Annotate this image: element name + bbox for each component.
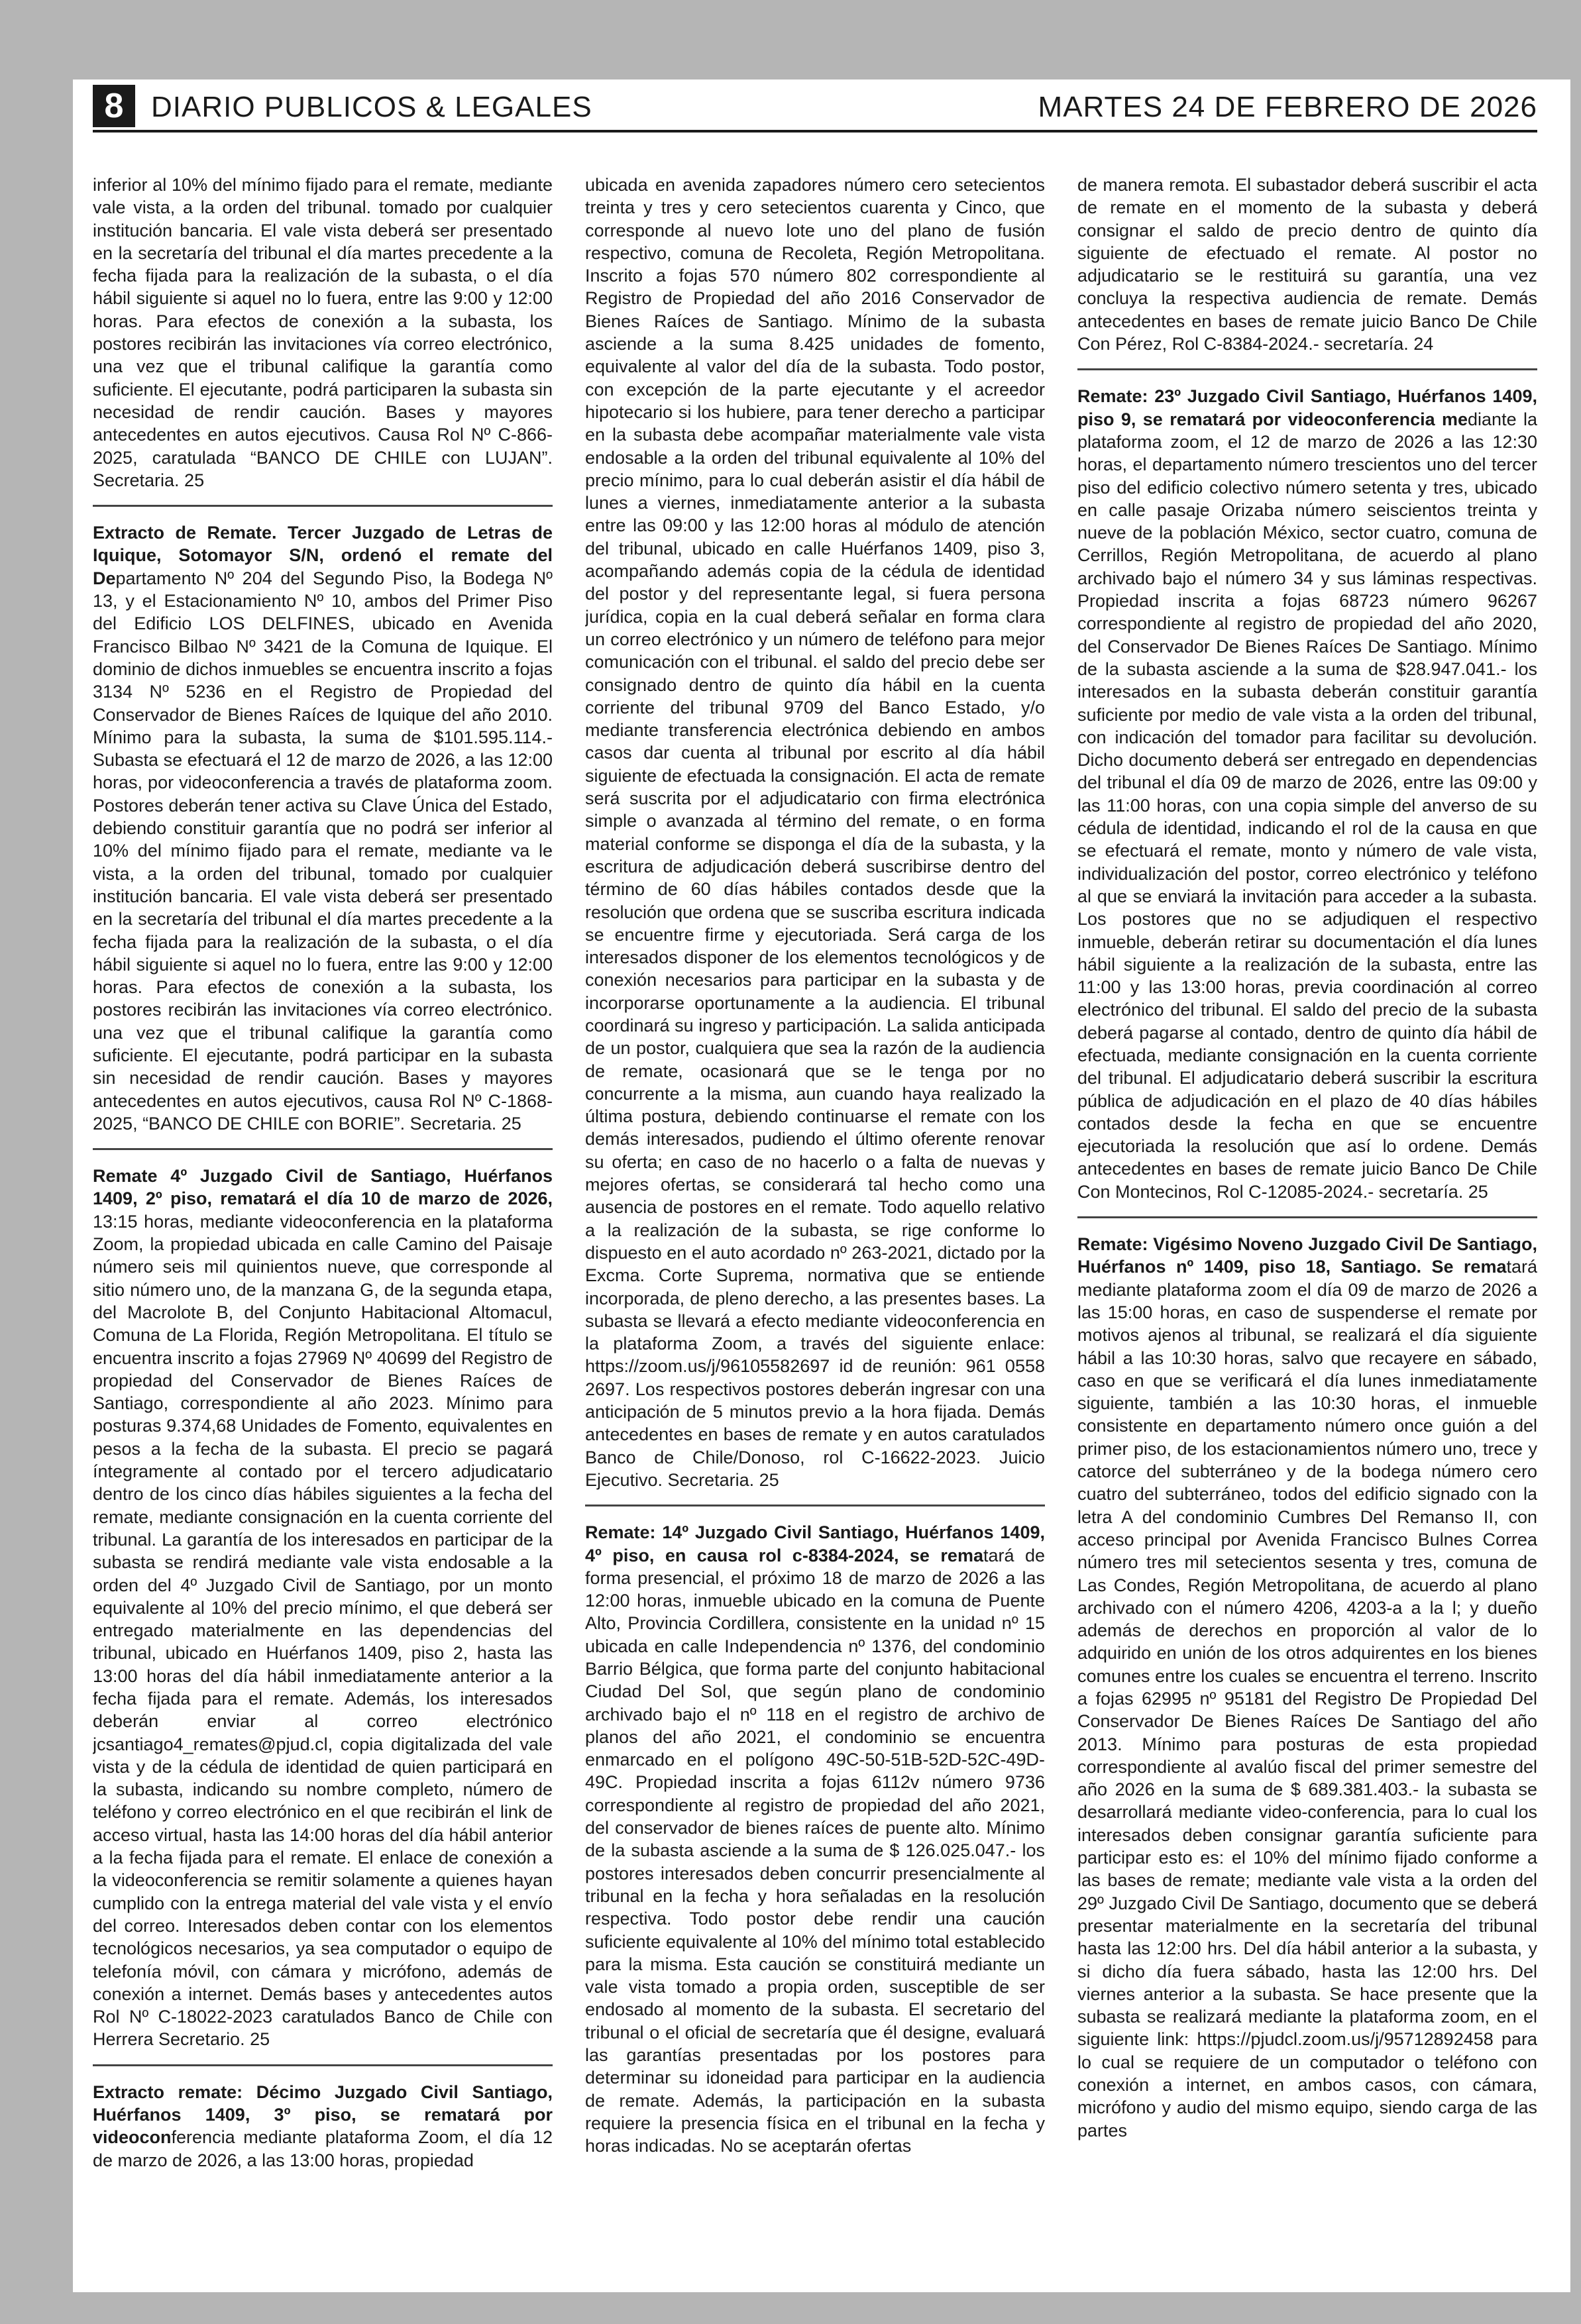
notice-heading: Extracto de Remate. Tercer Juzgado de Letras de Iquique, Sotomayor S/N, ordenó el remate del De [93, 523, 553, 588]
notice-body: diante la plataforma zoom, el 12 de marzo de 2026 a las 12:30 horas, el departamento número trescientos uno del tercer piso del edificio colectivo número setenta y tres, ubicado en calle pasaje Orizaba número seiscientos treinta y nueve de la población México, sector cuatro, comuna de Cerrillos, Región Metropolitana, de acuerdo al plano archivado bajo el número 34 y sus láminas respectivas. Propiedad inscrita a fojas 68723 número 96267 correspondiente al registro de propiedad del año 2020, del Conservador De Bienes Raíces De Santiago. Mínimo de la subasta asciende a la suma de $28.947.041.- los interesados en la subasta deberán constituir garantía suficiente por medio de vale vista a la orden del tribunal, con indicación del tomador para facilitar su devolución. Dicho documento deberá ser entregado en dependencias del tribunal el día 09 de marzo de 2026, entre las 09:00 y las 11:00 horas, con una copia simple del anverso de su cédula de identidad, indicando el rol de la causa en que se efectuará el remate, monto y número de vale vista, individualización del postor, correo electrónico y teléfono al que se enviará la invitación para acceder a la subasta. Los postores que no se adjudiquen el respectivo inmueble, deberán retirar su documentación el día lunes hábil siguiente a la realización de la subasta, entre las 11:00 y las 13:00 horas, previa coordinación al correo electrónico del tribunal. El saldo del precio de la subasta deberá pagarse al contado, dentro de quinto día hábil de efectuada, mediante consignación en la cuenta corriente del tribunal. El adjudicatario deberá suscribir la escritura pública de adjudicación en el plazo de 40 días hábiles contados desde la fecha en que se encuentre ejecutoriada la resolución que así lo ordene. Demás antecedentes en bases de remate juicio Banco De Chile Con Montecinos, Rol C-12085-2024.- secretaría. 25 [1077, 409, 1537, 1202]
notice-body: ferencia mediante plataforma Zoom, el día 12 de marzo de 2026, a las 13:00 horas, propiedad [93, 2127, 553, 2170]
legal-notices [93, 174, 1537, 2280]
notice-10-juzgado-continuation [585, 174, 1045, 1491]
notice-23-juzgado [1077, 385, 1537, 1203]
notice-heading: Remate: 14º Juzgado Civil Santiago, Huérfanos 1409, 4º piso, en causa rol c-8384-2024, se rema [585, 1522, 1045, 1565]
notice-14-juzgado-continuation [1077, 174, 1537, 355]
divider [1077, 1216, 1537, 1218]
notice-heading: Remate 4º Juzgado Civil de Santiago, Huérfanos 1409, 2º piso, rematará el día 10 de marzo de 2026, [93, 1166, 553, 1209]
notice-4-juzgado [93, 1165, 553, 2051]
column-3 [1077, 174, 1537, 2280]
notice-29-juzgado [1077, 1233, 1537, 2142]
issue-date: MARTES 24 DE FEBRERO DE 2026 [1038, 91, 1537, 123]
notice-body: tará mediante plataforma zoom el día 09 de marzo de 2026 a las 15:00 horas, en caso de suspenderse el remate por motivos ajenos al tribunal, se realizará el día siguiente hábil a las 10:30 horas, salvo que recayere en sábado, caso en que se verificará el día lunes inmediatamente siguiente, también a las 10:30 horas, el inmueble consistente en departamento número once guión a del primer piso, de los estacionamientos número uno, trece y catorce del subterráneo y de la bodega número cero cuatro del subterráneo, todos del edificio signado con la letra A del condominio Cumbres Del Remanso II, con acceso principal por Avenida Francisco Bulnes Correa número tres mil setecientos sesenta y tres, comuna de Las Condes, Región Metropolitana, de acuerdo al plano archivado con el número 4206, 4203-a a la l; y dueño además de derechos en proporción al valor de lo adquirido en unión de los otros adquirentes en los bienes comunes entre los cuales se encuentra el terreno. Inscrito a fojas 62995 nº 95181 del Registro De Propiedad Del Conservador De Bienes Raíces De Santiago del año 2013. Mínimo para posturas de esta propiedad correspondiente al avalúo fiscal del primer semestre del año 2026 en la suma de $ 689.381.403.- la subasta se desarrollará mediante video-conferencia, para lo cual los interesados deben consignar garantía suficiente para participar esto es: el 10% del mínimo fijado conforme a las bases de remate; mediante vale vista a la orden del 29º Juzgado Civil De Santiago, documento que se deberá presentar materialmente en la secretaría del tribunal hasta las 12:00 hrs. Del día hábil anterior a la subasta, y si dicho día fuera sábado, hasta las 12:00 hrs. Del viernes anterior a la subasta. Se hace presente que la subasta se realizará mediante la plataforma zoom, en el siguiente link: https://pjudcl.zoom.us/j/95712892458 para lo cual se requiere de un computador o teléfono con conexión a internet, en ambos casos, con cámara, micrófono y audio del mismo equipo, siendo carga de las partes [1077, 1257, 1537, 2140]
divider [93, 2064, 553, 2066]
notice-14-juzgado [585, 1521, 1045, 2157]
divider [93, 505, 553, 507]
notice-body: 13:15 horas, mediante videoconferencia en la plataforma Zoom, la propiedad ubicada en calle Camino del Paisaje número seis mil quinientos nueve, que corresponde al sitio número uno, de la manzana G, de la segunda etapa, del Macrolote B, del Conjunto Habitacional Altomacul, Comuna de La Florida, Región Metropolitana. El título se encuentra inscrito a fojas 27969 Nº 40699 del Registro de propiedad del Conservador de Bienes Raíces de Santiago, correspondiente al año 2023. Mínimo para posturas 9.374,68 Unidades de Fomento, equivalentes en pesos a la fecha de la subasta. El precio se pagará íntegramente al contado por el tercero adjudicatario dentro de los cinco días hábiles siguientes a la fecha del remate, mediante consignación en la cuenta corriente del tribunal. La garantía de los interesados en participar de la subasta se rendirá mediante vale vista endosable a la orden del 4º Juzgado Civil de Santiago, por un monto equivalente al 10% del precio mínimo, el que deberá ser entregado materialmente en las dependencias del tribunal, ubicado en Huérfanos 1409, piso 2, hasta las 13:00 horas del día hábil inmediatamente anterior a la fecha fijada para el remate. Además, los interesados deberán enviar al correo electrónico jcsantiago4_remates@pjud.cl, copia digitalizada del vale vista y de la cédula de identidad de quien participará en la subasta, indicando su nombre completo, número de teléfono y correo electrónico en el que recibirán el link de acceso virtual, hasta las 14:00 horas del día hábil anterior a la fecha fijada para el remate. El enlace de conexión a la videoconferencia se remitir solamente a quienes hayan cumplido con la entrega material del vale vista y el envío del correo. Interesados deben contar con los elementos tecnológicos necesarios, ya sea computador o equipo de telefonía móvil, con cámara y micrófono, además de conexión a internet. Demás bases y antecedentes autos Rol Nº C-18022-2023 caratulados Banco de Chile con Herrera Secretario. 25 [93, 1211, 553, 2050]
notice-continuation [93, 174, 553, 492]
notice-10-juzgado [93, 2081, 553, 2172]
divider [1077, 368, 1537, 370]
column-1 [93, 174, 553, 2280]
notice-body: de manera remota. El subastador deberá suscribir el acta de remate en el momento de la subasta y deberá consignar el saldo de precio dentro de quinto día siguiente de efectuado el remate. Al postor no adjudicatario se le restituirá su garantía, una vez concluya la respectiva audiencia de remate. Demás antecedentes en bases de remate juicio Banco De Chile Con Pérez, Rol C-8384-2024.- secretaría. 24 [1077, 175, 1537, 354]
page-header [93, 85, 1537, 132]
notice-body: inferior al 10% del mínimo fijado para el remate, mediante vale vista, a la orden del tribunal. tomado por cualquier institución bancaria. El vale vista deberá ser presentado en la secretaría del tribunal el día martes precedente a la fecha fijada para la realización de la subasta, o el día hábil siguiente si aquel no lo fuera, entre las 9:00 y 12:00 horas. Para efectos de conexión a la subasta, los postores recibirán las invitaciones vía correo electrónico, una vez que el tribunal califique la garantía como suficiente. El ejecutante, podrá participaren la subasta sin necesidad de rendir caución. Bases y mayores antecedentes en autos ejecutivos. Causa Rol Nº C-866-2025, caratulada “BANCO DE CHILE con LUJAN”. Secretaria. 25 [93, 175, 553, 490]
divider [93, 1148, 553, 1150]
notice-heading: Remate: 23º Juzgado Civil Santiago, Huérfanos 1409, piso 9, se rematará por videoconferencia me [1077, 386, 1537, 429]
notice-body: partamento Nº 204 del Segundo Piso, la Bodega Nº 13, y el Estacionamiento Nº 10, ambos del Primer Piso del Edificio LOS DELFINES, ubicado en Avenida Francisco Bilbao Nº 3421 de la Comuna de Iquique. El dominio de dichos inmuebles se encuentra inscrito a fojas 3134 Nº 5236 en el Registro de Propiedad del Conservador de Bienes Raíces de Iquique del año 2010. Mínimo para la subasta, la suma de $101.595.114.-Subasta se efectuará el 12 de marzo de 2026, a las 12:00 horas, por videoconferencia a través de plataforma zoom. Postores deberán tener activa su Clave Única del Estado, debiendo constituir garantía que no podrá ser inferior al 10% del mínimo fijado para el remate, mediante va le vista, a la orden del tribunal, tomado por cualquier institución bancaria. El vale vista deberá ser presentado en la secretaría del tribunal el día martes precedente a la fecha fijada para la realización de la subasta, o el día hábil siguiente si aquel no lo fuera, entre las 9:00 y 12:00 horas. Para efectos de conexión a la subasta, los postores recibirán las invitaciones vía correo electrónico. una vez que el tribunal califique la garantía como suficiente. El ejecutante, podrá participar en la subasta sin necesidad de rendir caución. Bases y mayores antecedentes en autos ejecutivos, causa Rol Nº C-1868-2025, “BANCO DE CHILE con BORIE”. Secretaria. 25 [93, 568, 553, 1134]
page-number: 8 [93, 85, 135, 127]
column-2 [585, 174, 1045, 2280]
newspaper-name: DIARIO PUBLICOS & LEGALES [151, 91, 592, 123]
notice-body: tará de forma presencial, el próximo 18 de marzo de 2026 a las 12:00 horas, inmueble ubicado en la comuna de Puente Alto, Provincia Cordillera, consistente en la unidad nº 15 ubicada en calle Independencia nº 1376, del condominio Barrio Bélgica, que forma parte del conjunto habitacional Ciudad Del Sol, que según plano de condominio archivado bajo el nº 118 en el registro de archivo de planos del año 2021, el condominio se encuentra enmarcado en el polígono 49C-50-51B-52D-52C-49D-49C. Propiedad inscrita a fojas 6112v número 9736 correspondiente al registro de propiedad del año 2021, del conservador de bienes raíces de puente alto. Mínimo de la subasta asciende a la suma de $ 126.025.047.- los postores interesados deben concurrir presencialmente al tribunal en la fecha y hora señaladas en la resolución respectiva. Todo postor debe rendir una caución suficiente equivalente al 10% del mínimo total establecido para la misma. Esta caución se constituirá mediante un vale vista tomado a propia orden, susceptible de ser endosado al momento de la subasta. El secretario del tribunal o el oficial de secretaría que él designe, evaluará las garantías presentadas por los postores para determinar su idoneidad para participar en la audiencia de remate. Además, la participación en la subasta requiere la presencia física en el tribunal en la fecha y horas indicadas. No se aceptarán ofertas [585, 1545, 1045, 2156]
notice-body: ubicada en avenida zapadores número cero setecientos treinta y tres y cero setecientos cuarenta y Cinco, que corresponde al nuevo lote uno del plano de fusión respectivo, comuna de Recoleta, Región Metropolitana. Inscrito a fojas 570 número 802 correspondiente al Registro de Propiedad del año 2016 Conservador de Bienes Raíces de Santiago. Mínimo de la subasta asciende a la suma 8.425 unidades de fomento, equivalente al valor del día de la subasta. Todo postor, con excepción de la parte ejecutante y el acreedor hipotecario si los hubiere, para tener derecho a participar en la subasta debe acompañar materialmente vale vista endosable a la orden del tribunal equivalente al 10% del precio mínimo, para lo cual deberán asistir el día hábil de lunes a viernes, inmediatamente anterior a la subasta entre las 09:00 y las 12:00 horas al módulo de atención del tribunal, ubicado en calle Huérfanos 1409, piso 3, acompañando además copia de la cédula de identidad del postor y del representante legal, si fuera persona jurídica, copia en la cual deberá señalar en forma clara un correo electrónico y un número de teléfono para mejor comunicación con el tribunal. el saldo del precio debe ser consignado dentro de quinto día hábil en la cuenta corriente del tribunal 9709 del Banco Estado, y/o mediante transferencia electrónica debiendo en ambos casos dar cuenta al tribunal por escrito al día hábil siguiente de efectuada la consignación. El acta de remate será suscrita por el adjudicatario con firma electrónica simple o avanzada al término del remate, o en forma material conforme se disponga el día de la subasta, y la escritura de adjudicación deberá suscribirse dentro del término de 60 días hábiles contados desde que la resolución que ordena que se suscriba escritura indicada se encuentre firme y ejecutoriada. Será carga de los interesados disponer de los elementos tecnológicos y de conexión necesarios para participar en la subasta y de incorporarse oportunamente a la audiencia. El tribunal coordinará su ingreso y participación. La salida anticipada de un postor, cualquiera que sea la razón de la audiencia de remate, ocasionará que se le tenga por no concurrente a la misma, aun cuando haya realizado la última postura, debiendo continuarse el remate con los demás interesados, pudiendo el último oferente renovar su oferta; en caso de no hacerlo o a falta de nuevas y mejores ofertas, se considerará tal hecho como una ausencia de postores en el remate. Todo aquello relativo a la realización de la subasta, se rige conforme lo dispuesto en el auto acordado nº 263-2021, dictado por la Excma. Corte Suprema, normativa que se entiende incorporada, de pleno derecho, a las presentes bases. La subasta se llevará a efecto mediante videoconferencia en la plataforma Zoom, a través del siguiente enlace: https://zoom.us/j/96105582697 id de reunión: 961 0558 2697. Los respectivos postores deberán ingresar con una anticipación de 5 minutos previo a la hora fijada. Demás antecedentes en bases de remate y en autos caratulados Banco de Chile/Donoso, rol C-16622-2023. Juicio Ejecutivo. Secretaria. 25 [585, 175, 1045, 1490]
notice-iquique [93, 521, 553, 1135]
divider [585, 1505, 1045, 1506]
notice-heading: Remate: Vigésimo Noveno Juzgado Civil De Santiago, Huérfanos nº 1409, piso 18, Santiago. Se rema [1077, 1234, 1537, 1277]
notice-heading: Extracto remate: Décimo Juzgado Civil Santiago, Huérfanos 1409, 3º piso, se rematará por videocon [93, 2082, 553, 2148]
